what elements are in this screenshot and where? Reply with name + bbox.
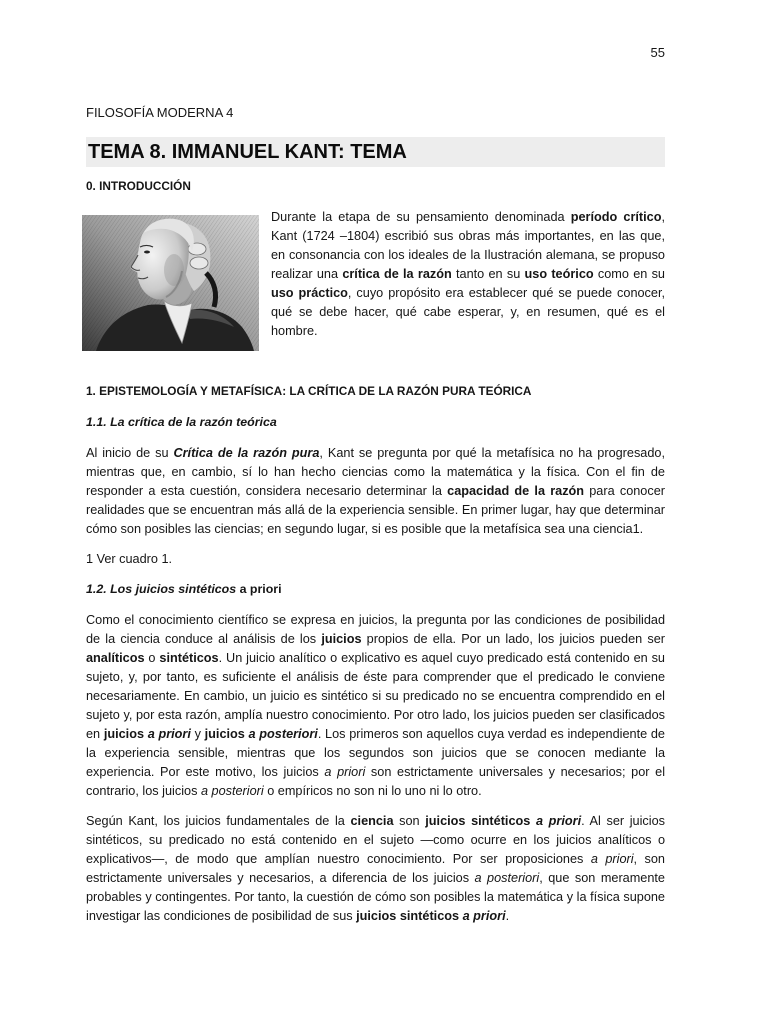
chapter-title <box>86 137 665 167</box>
bold-term: crítica de la razón <box>342 267 452 281</box>
text-run: y <box>190 727 205 741</box>
bold-italic-term: a posteriori <box>248 727 318 741</box>
text-run: Como el conocimiento científico se expresa en juicios, la pregunta por las condiciones de posibilidad de la ciencia conduce al análisis de los <box>86 613 665 646</box>
portrait-eye <box>144 251 150 254</box>
kant-portrait <box>82 215 259 351</box>
bold-term: juicios <box>321 632 362 646</box>
text-run: como en su <box>593 267 665 281</box>
text-run: Según Kant, los juicios fundamentales de la <box>86 814 351 828</box>
page-number: 55 <box>650 45 665 60</box>
subsection-1-2-paragraph-2 <box>86 812 665 926</box>
subsection-1-1-paragraph <box>86 444 665 539</box>
text-run: , son estrictamente universales y necesarios, a diferencia de los juicios <box>86 852 665 885</box>
text-run: . Al ser juicios sintéticos, su predicado no está contenido en el sujeto —como ocurre en los juicios analíticos o explicativos—, de modo que amplían nuestro conocimiento. Por ser proposiciones <box>86 814 665 866</box>
italic-term: a posteriori <box>474 871 540 885</box>
italic-term: a priori <box>324 765 366 779</box>
portrait-curl-lower <box>190 257 208 269</box>
bold-term: analíticos <box>86 651 145 665</box>
page-content <box>86 103 665 926</box>
bold-italic-term: a priori <box>147 727 191 741</box>
subsection-1-2-paragraph-1 <box>86 611 665 801</box>
bold-term: sintéticos <box>159 651 219 665</box>
text-run: , Kant (1724 –1804) escribió sus obras más importantes, en las que, en consonancia con los ideales de la Ilustración alemana, se propuso realizar una <box>271 210 665 281</box>
text-run: son estrictamente universales y necesarios; por el contrario, los juicios <box>86 765 666 798</box>
text-run: o <box>144 651 160 665</box>
italic-term: a priori <box>590 852 634 866</box>
bold-term: juicios sintéticos <box>425 814 536 828</box>
text-run: son <box>393 814 426 828</box>
bold-term: juicios <box>103 727 148 741</box>
text-run: , que son meramente probables y contingentes. Por tanto, la cuestión de cómo son posibles la matemática y la física supone investigar las condiciones de posibilidad de sus <box>86 871 665 923</box>
text-run: tanto en su <box>451 267 525 281</box>
section-1-heading: 1. EPISTEMOLOGÍA Y METAFÍSICA: LA CRÍTICA DE LA RAZÓN PURA TEÓRICA <box>86 384 532 398</box>
bold-italic-term: Crítica de la razón pura <box>173 446 320 460</box>
bold-italic-term: 1.2. Los juicios sintéticos <box>86 582 237 596</box>
bold-italic-term: a priori <box>535 814 582 828</box>
text-run: Durante la etapa de su pensamiento denominada <box>271 210 571 224</box>
bold-term: uso práctico <box>271 286 348 300</box>
bold-term: uso teórico <box>524 267 594 281</box>
text-run: . Los primeros son aquellos cuya verdad es independiente de la experiencia sensible, mientras que los segundos son juicios que se conocen mediante la experiencia. Por este motivo, los juicios <box>86 727 665 779</box>
bold-term: período crítico <box>570 210 662 224</box>
intro-paragraph <box>271 208 665 341</box>
bold-term: ciencia <box>350 814 394 828</box>
text-run: , Kant se pregunta por qué la metafísica no ha progresado, mientras que, en cambio, sí lo han hecho ciencias como la matemática y la física. Con el fin de responder a esta cuestión, considera necesario determinar la <box>86 446 666 498</box>
intro-heading: 0. INTRODUCCIÓN <box>86 179 191 193</box>
footnote: 1 Ver cuadro 1. <box>86 552 173 566</box>
intro-block <box>86 208 665 351</box>
text-run: propios de ella. Por un lado, los juicios pueden ser <box>361 632 666 646</box>
course-header: FILOSOFÍA MODERNA 4 <box>86 105 234 120</box>
text-run: o empíricos no son ni lo uno ni lo otro. <box>263 784 482 798</box>
bold-term: juicios <box>204 727 249 741</box>
italic-term: a posteriori <box>200 784 264 798</box>
subsection-1-1-heading: 1.1. La crítica de la razón teórica <box>86 415 277 429</box>
bold-term: juicios sintéticos <box>356 909 463 923</box>
bold-term: capacidad de la razón <box>447 484 585 498</box>
text-run: . Un juicio analítico o explicativo es aquel cuyo predicado está contenido en su sujeto, y, por tanto, es suficiente el análisis de éste para comprender que el predicado le conviene necesariamente. En cambio, un juicio es sintético si su predicado no se encuentra comprendido en el sujeto y, por esta razón, amplía nuestro conocimiento. Por otro lado, los juicios pueden ser clasificados en <box>86 651 665 741</box>
bold-term: a priori <box>236 582 282 596</box>
portrait-cheek-shadow <box>164 254 184 286</box>
text-run: Al inicio de su <box>86 446 174 460</box>
text-run: . <box>505 909 510 923</box>
bold-italic-term: a priori <box>462 909 506 923</box>
subsection-1-2-heading <box>86 580 665 599</box>
chapter-title-text: TEMA 8. IMMANUEL KANT: TEMA <box>88 141 407 163</box>
text-run: , cuyo propósito era establecer qué se puede conocer, qué se debe hacer, qué cabe esperar, y, en resumen, qué es el hombre. <box>271 286 666 338</box>
portrait-image <box>82 215 259 351</box>
text-run: para conocer realidades que se encuentran más allá de la experiencia sensible. En primer lugar, hay que determinar cómo son posibles las ciencias; en segundo lugar, si es posible que la metafísica sea una ciencia1. <box>86 484 665 536</box>
